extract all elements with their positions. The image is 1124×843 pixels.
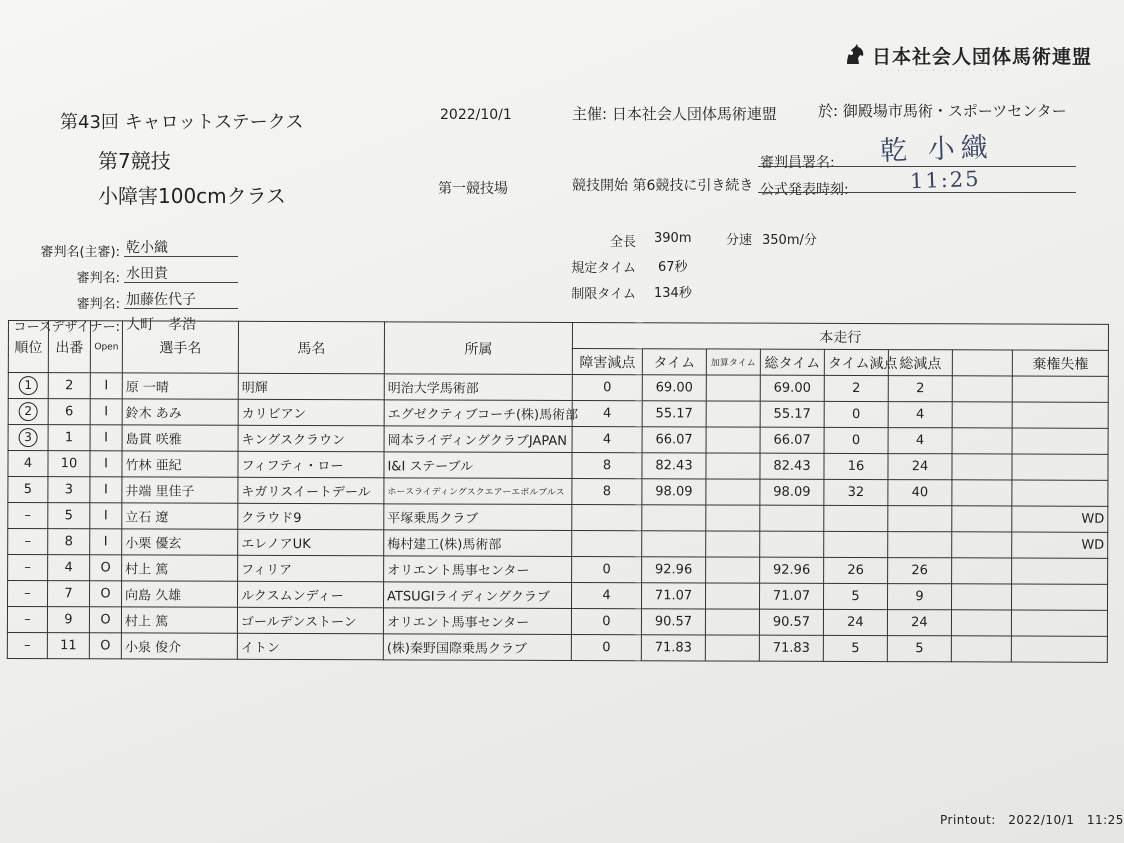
rank-circle: 2 — [19, 402, 38, 421]
time-penalties-cell: 2 — [824, 375, 888, 401]
number-cell: 9 — [47, 607, 89, 633]
number-cell: 3 — [48, 477, 90, 503]
publish-time-handwritten: 11:25 — [909, 166, 981, 194]
total-time-cell: 55.17 — [760, 401, 824, 427]
rider-cell: 原 一晴 — [122, 373, 238, 399]
obstacle-penalties-cell: 4 — [572, 400, 642, 426]
withdrawal-cell — [1011, 636, 1107, 662]
horse-cell: 明輝 — [238, 373, 384, 400]
time-penalties-cell: 26 — [824, 557, 888, 583]
total-penalties-cell: 40 — [888, 480, 952, 506]
horse-cell: エレノアUK — [238, 529, 384, 556]
rank-cell: – — [8, 503, 48, 529]
open-cell: O — [89, 607, 121, 633]
rank-cell: – — [7, 607, 47, 633]
judge-2-label: 審判名: — [76, 271, 120, 286]
time-penalties-cell: 16 — [824, 453, 888, 479]
header-added-time: 加算タイム — [706, 349, 760, 375]
withdrawal-cell — [1012, 558, 1108, 584]
horse-cell: カリビアン — [238, 399, 384, 426]
open-cell: O — [89, 581, 121, 607]
rank-cell: 5 — [8, 477, 48, 503]
judge-chief-line — [124, 256, 238, 257]
total-time-cell — [760, 531, 824, 557]
added-time-cell — [706, 505, 760, 531]
horse-logo-icon — [842, 42, 868, 68]
organization-subtitle-decoration: · · · · · · · · · · · · · · · · · · · · · · — [880, 68, 1006, 75]
added-time-cell — [706, 557, 760, 583]
header-club: 所属 — [384, 322, 572, 375]
blank-cell — [952, 532, 1012, 558]
blank-cell — [952, 402, 1012, 428]
header-time: タイム — [642, 349, 706, 375]
club-cell: オリエント馬事センター — [383, 608, 571, 635]
rank-cell — [8, 373, 48, 399]
total-time-cell: 71.83 — [759, 635, 823, 661]
total-time-cell: 69.00 — [760, 375, 824, 401]
rider-cell: 小栗 優玄 — [122, 529, 238, 555]
class-name: 小障害100cmクラス — [98, 184, 287, 208]
added-time-cell — [705, 583, 759, 609]
withdrawal-cell — [1011, 584, 1107, 610]
time-penalties-cell — [824, 505, 888, 531]
judge-chief-value: 乾小織 — [126, 240, 168, 256]
rider-cell: 小泉 俊介 — [121, 633, 237, 659]
horse-cell: ゴールデンストーン — [237, 607, 383, 634]
horse-cell: ルクスムンディー — [237, 581, 383, 608]
time-cell: 55.17 — [642, 401, 706, 427]
obstacle-penalties-cell: 0 — [572, 374, 642, 400]
added-time-cell — [706, 427, 760, 453]
time-cell: 90.57 — [641, 609, 705, 635]
obstacle-penalties-cell: 0 — [571, 608, 641, 634]
rider-cell: 井端 里佳子 — [122, 477, 238, 503]
number-cell: 2 — [48, 373, 90, 399]
table-row — [7, 581, 1107, 611]
added-time-cell — [706, 453, 760, 479]
club-cell: 梅村建工(株)馬術部 — [384, 530, 572, 557]
judge-chief-label: 審判名(主審): — [40, 245, 120, 260]
horse-cell: フィリア — [238, 555, 384, 582]
judge-3-line — [124, 308, 238, 309]
judge-2-value: 水田貴 — [126, 266, 168, 282]
club-cell: ホースライディングスクエアーエボルブルス — [384, 478, 572, 505]
total-time-cell: 90.57 — [759, 609, 823, 635]
number-cell: 5 — [48, 503, 90, 529]
rider-cell: 島貫 咲雅 — [122, 425, 238, 451]
club-cell: 明治大学馬術部 — [384, 374, 572, 401]
total-penalties-cell: 26 — [888, 558, 952, 584]
total-penalties-cell: 5 — [887, 636, 951, 662]
time-penalties-cell: 5 — [823, 583, 887, 609]
rank-cell: – — [7, 581, 47, 607]
table-row — [8, 477, 1108, 507]
printout-timestamp: Printout: 2022/10/1 11:25 — [940, 813, 1124, 827]
header-open: Open — [90, 321, 122, 373]
rider-cell: 鈴木 あみ — [122, 399, 238, 425]
header-horse: 馬名 — [238, 321, 384, 374]
added-time-cell — [706, 479, 760, 505]
total-penalties-cell: 4 — [888, 428, 952, 454]
time-cell: 69.00 — [642, 375, 706, 401]
number-cell: 4 — [48, 555, 90, 581]
added-time-cell — [706, 401, 760, 427]
event-venue: 於: 御殿場市馬術・スポーツセンター — [818, 102, 1067, 120]
number-cell: 10 — [48, 451, 90, 477]
time-allowed-label: 規定タイム — [571, 261, 636, 276]
open-cell: I — [90, 373, 122, 399]
header-blank — [952, 350, 1012, 376]
course-designer-value: 大町 孝浩 — [126, 317, 196, 333]
obstacle-penalties-cell — [572, 504, 642, 530]
horse-cell: イトン — [237, 633, 383, 660]
blank-cell — [952, 454, 1012, 480]
table-row — [8, 529, 1108, 559]
club-cell: 平塚乗馬クラブ — [384, 504, 572, 531]
withdrawal-cell: WD — [1012, 506, 1108, 532]
total-penalties-cell — [888, 506, 952, 532]
withdrawal-cell — [1011, 610, 1107, 636]
rider-cell: 向島 久雄 — [121, 581, 237, 607]
withdrawal-cell: WD — [1012, 532, 1108, 558]
horse-cell: キングスクラウン — [238, 425, 384, 452]
withdrawal-cell — [1012, 402, 1108, 428]
club-cell: エグゼクティブコーチ(株)馬術部 — [384, 400, 572, 427]
table-row — [8, 451, 1108, 481]
rank-cell: 4 — [8, 451, 48, 477]
table-row — [8, 503, 1108, 533]
club-cell: I&I ステーブル — [384, 452, 572, 479]
total-time-cell: 66.07 — [760, 427, 824, 453]
added-time-cell — [705, 635, 759, 661]
time-penalties-cell: 24 — [823, 609, 887, 635]
time-penalties-cell: 32 — [824, 479, 888, 505]
course-length-value: 390m — [654, 231, 692, 246]
table-row — [7, 607, 1107, 637]
header-total-time: 総タイム — [760, 349, 824, 375]
club-cell: 岡本ライディングクラブJAPAN — [384, 426, 572, 453]
withdrawal-cell — [1012, 480, 1108, 506]
rank-cell — [8, 425, 48, 451]
blank-cell — [952, 376, 1012, 402]
time-limit-label: 制限タイム — [571, 287, 636, 302]
event-host: 主催: 日本社会人団体馬術連盟 — [572, 105, 777, 123]
time-cell — [642, 531, 706, 557]
total-time-cell: 98.09 — [760, 479, 824, 505]
time-penalties-cell — [824, 531, 888, 557]
rank-cell: – — [8, 529, 48, 555]
time-penalties-cell: 0 — [824, 401, 888, 427]
organization-name: 日本社会人団体馬術連盟 — [842, 42, 1092, 69]
rank-cell — [8, 399, 48, 425]
rider-cell: 竹林 亜紀 — [122, 451, 238, 477]
horse-cell: キガリスイートデール — [238, 477, 384, 504]
judge-3-label: 審判名: — [76, 297, 120, 312]
time-cell: 71.83 — [641, 635, 705, 661]
obstacle-penalties-cell: 0 — [572, 556, 642, 582]
time-cell: 92.96 — [642, 557, 706, 583]
judge-signature-label: 審判員署名: — [760, 155, 835, 171]
added-time-cell — [705, 609, 759, 635]
publish-time-label: 公式発表時刻: — [760, 182, 849, 198]
total-penalties-cell: 24 — [888, 454, 952, 480]
withdrawal-cell — [1012, 428, 1108, 454]
rider-cell: 立石 遼 — [122, 503, 238, 529]
header-round: 本走行 — [572, 322, 1108, 350]
time-cell: 71.07 — [641, 583, 705, 609]
arena-name: 第一競技場 — [438, 181, 508, 197]
header-rider: 選手名 — [122, 321, 238, 373]
number-cell: 11 — [47, 633, 89, 659]
club-cell: オリエント馬事センター — [384, 556, 572, 583]
blank-cell — [952, 558, 1012, 584]
blank-cell — [952, 480, 1012, 506]
total-penalties-cell: 24 — [887, 610, 951, 636]
course-designer-label: コースデザイナー: — [13, 320, 120, 335]
header-number: 出番 — [48, 321, 90, 373]
obstacle-penalties-cell: 8 — [572, 478, 642, 504]
withdrawal-cell — [1012, 454, 1108, 480]
blank-cell — [951, 636, 1011, 662]
event-title: 第43回 キャロットステークス — [60, 112, 304, 133]
table-row — [8, 425, 1108, 455]
open-cell: I — [90, 425, 122, 451]
total-time-cell: 71.07 — [759, 583, 823, 609]
added-time-cell — [706, 531, 760, 557]
rank-cell: – — [7, 632, 47, 658]
time-limit-value: 134秒 — [654, 286, 692, 301]
time-cell: 82.43 — [642, 453, 706, 479]
blank-cell — [951, 584, 1011, 610]
event-date: 2022/10/1 — [440, 107, 512, 123]
total-penalties-cell: 9 — [887, 584, 951, 610]
header-total-penalties: 総減点 — [888, 350, 952, 376]
open-cell: I — [90, 529, 122, 555]
header-rank: 順位 — [8, 321, 48, 373]
club-cell: ATSUGIライディングクラブ — [383, 582, 571, 609]
rider-cell: 村上 篤 — [122, 555, 238, 581]
open-cell: I — [90, 451, 122, 477]
obstacle-penalties-cell: 0 — [571, 634, 641, 660]
results-table — [7, 320, 1109, 663]
horse-cell: フィフティ・ロー — [238, 451, 384, 478]
obstacle-penalties-cell: 4 — [572, 426, 642, 452]
header-obstacle-penalties: 障害減点 — [572, 348, 642, 374]
total-penalties-cell: 2 — [888, 376, 952, 402]
table-row — [8, 373, 1108, 403]
time-cell: 98.09 — [642, 479, 706, 505]
rank-cell: – — [8, 555, 48, 581]
course-length-label: 全長 — [609, 235, 636, 250]
judge-signature-handwritten: 乾 小織 — [879, 132, 995, 167]
rank-circle: 1 — [19, 376, 38, 395]
judge-2-line — [124, 282, 238, 283]
table-row — [8, 555, 1108, 585]
time-allowed-value: 67秒 — [658, 260, 688, 275]
start-info: 競技開始 第6競技に引き続き — [572, 178, 754, 194]
obstacle-penalties-cell: 4 — [571, 582, 641, 608]
total-penalties-cell — [888, 532, 952, 558]
speed-value: 350m/分 — [762, 233, 817, 248]
competition-number: 第7競技 — [98, 149, 171, 173]
total-time-cell — [760, 505, 824, 531]
blank-cell — [951, 610, 1011, 636]
open-cell: I — [90, 477, 122, 503]
table-row — [7, 632, 1107, 662]
withdrawal-cell — [1012, 376, 1108, 402]
rank-circle: 3 — [19, 428, 38, 447]
time-cell — [642, 505, 706, 531]
total-time-cell: 82.43 — [760, 453, 824, 479]
time-penalties-cell: 5 — [823, 635, 887, 661]
total-time-cell: 92.96 — [760, 557, 824, 583]
number-cell: 7 — [47, 581, 89, 607]
number-cell: 1 — [48, 425, 90, 451]
open-cell: O — [89, 633, 121, 659]
header-time-penalties: タイム減点 — [824, 349, 888, 375]
speed-label: 分速 — [726, 233, 753, 248]
total-penalties-cell: 4 — [888, 402, 952, 428]
open-cell: O — [90, 555, 122, 581]
header-withdrawal: 棄権失権 — [1012, 350, 1108, 376]
rider-cell: 村上 篤 — [121, 607, 237, 633]
table-row — [8, 399, 1108, 429]
obstacle-penalties-cell — [572, 530, 642, 556]
added-time-cell — [706, 375, 760, 401]
obstacle-penalties-cell: 8 — [572, 452, 642, 478]
number-cell: 6 — [48, 399, 90, 425]
club-cell: (株)秦野国際乗馬クラブ — [383, 634, 571, 661]
open-cell: I — [90, 503, 122, 529]
open-cell: I — [90, 399, 122, 425]
horse-cell: クラウド9 — [238, 503, 384, 530]
judge-3-value: 加藤佐代子 — [126, 292, 196, 308]
number-cell: 8 — [48, 529, 90, 555]
time-cell: 66.07 — [642, 427, 706, 453]
blank-cell — [952, 428, 1012, 454]
blank-cell — [952, 506, 1012, 532]
time-penalties-cell: 0 — [824, 427, 888, 453]
